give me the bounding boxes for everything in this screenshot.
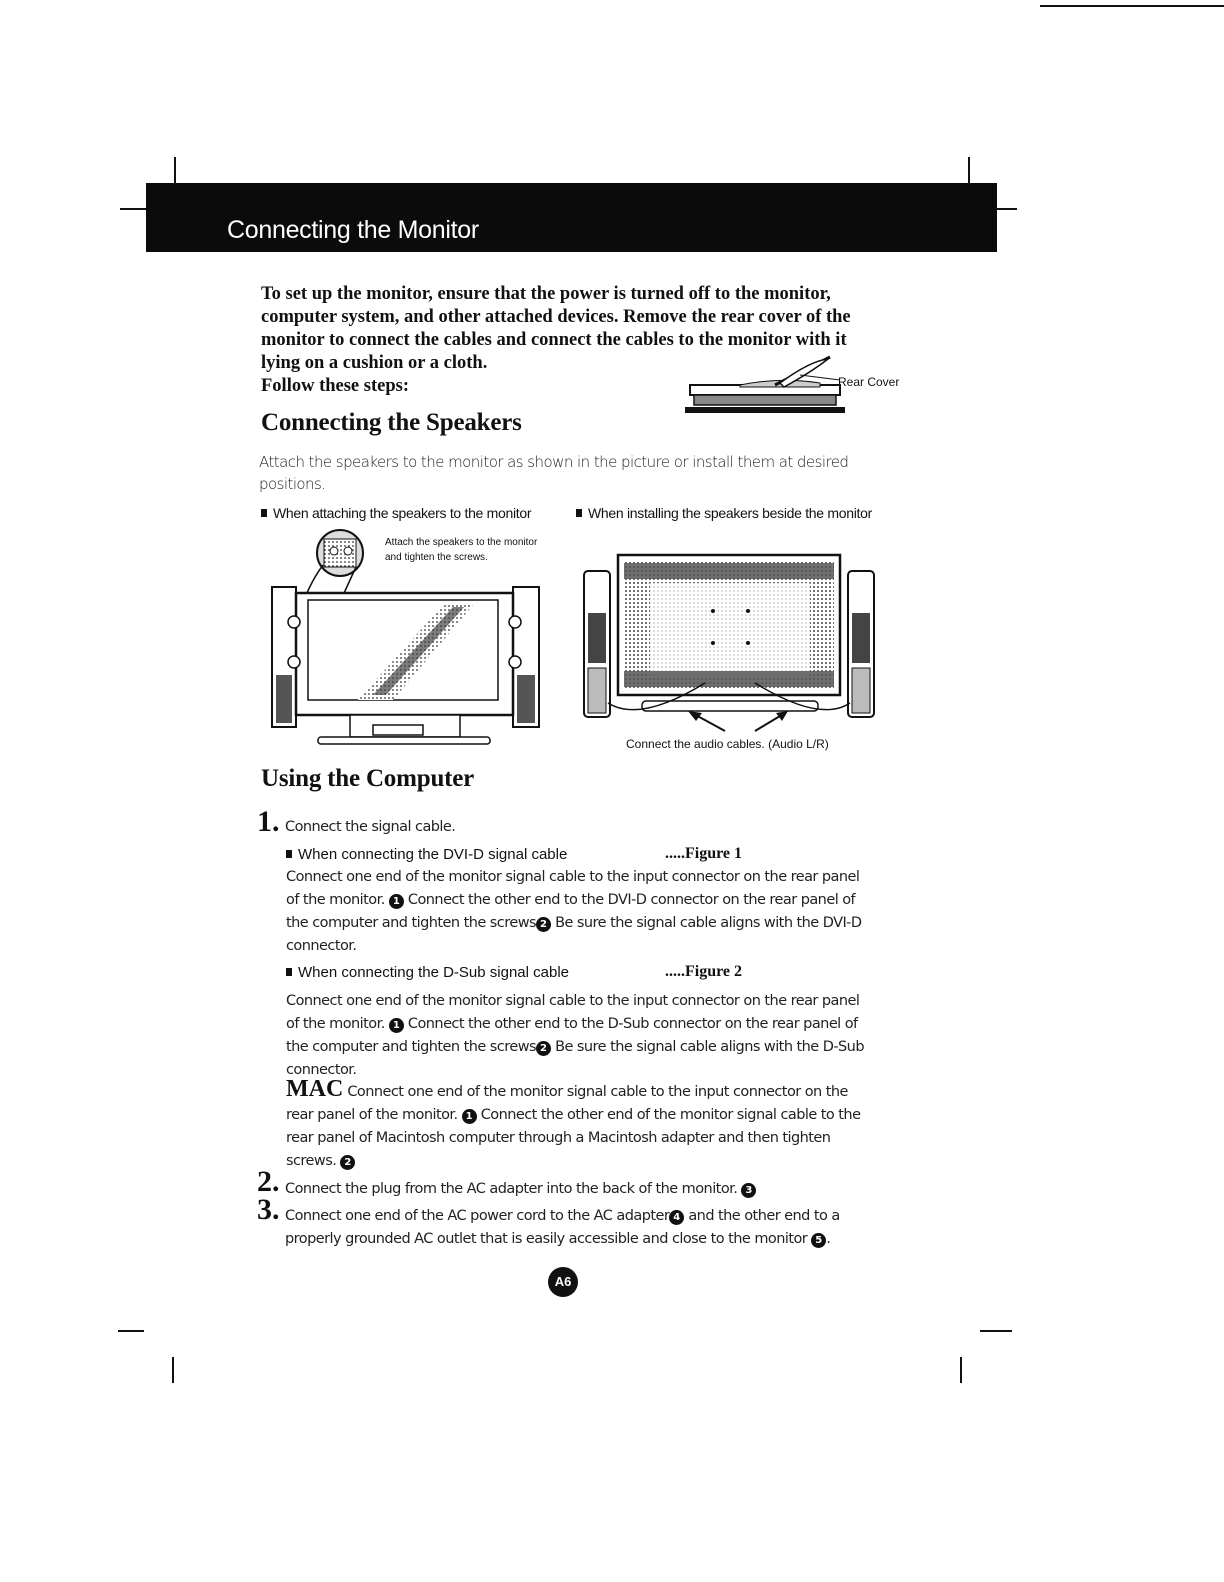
marker-5-icon: 5 — [811, 1233, 826, 1248]
marker-2-icon: 2 — [536, 917, 551, 932]
attach-callout-line2: and tighten the screws. — [385, 552, 488, 563]
crop-mark — [172, 1357, 174, 1383]
section-header-bar — [146, 183, 997, 252]
step-3-number: 3. — [257, 1193, 280, 1226]
audio-cables-caption: Connect the audio cables. (Audio L/R) — [626, 737, 829, 751]
speakers-description: Attach the speakers to the monitor as shown in the picture or install them at desired positions. — [259, 453, 849, 493]
computer-heading: Using the Computer — [261, 765, 475, 792]
step-3-text-b: and the other end to a properly grounded AC outlet that is easily accessible and close to the monitor — [285, 1208, 840, 1247]
mac-instructions — [286, 1078, 866, 1173]
figure-1-reference: .....Figure 1 — [665, 845, 743, 862]
dvi-heading-label: When connecting the DVI-D signal cable — [298, 846, 568, 863]
figure-2-reference: .....Figure 2 — [665, 963, 743, 980]
step-1-number: 1. — [257, 805, 280, 838]
crop-mark — [118, 1330, 144, 1332]
bullet-icon — [261, 509, 267, 517]
bullet-icon — [286, 850, 292, 858]
step-2-number: 2. — [257, 1165, 280, 1198]
dvi-text-2: Connect the other end to the DVI-D connector on the rear panel of the computer and tighten the screws — [286, 892, 856, 931]
beside-speakers-heading — [576, 505, 872, 521]
dsub-text-2: Connect the other end to the D-Sub connector on the rear panel of the computer and tighten the screws — [286, 1016, 858, 1055]
speakers-beside-figure — [580, 553, 880, 735]
marker-3-icon: 3 — [741, 1183, 756, 1198]
rear-cover-illustration — [680, 355, 850, 420]
marker-2-icon: 2 — [340, 1155, 355, 1170]
crop-mark — [997, 208, 1017, 210]
marker-2-icon: 2 — [536, 1041, 551, 1056]
beside-speakers-label: When installing the speakers beside the monitor — [588, 505, 872, 521]
bullet-icon — [576, 509, 582, 517]
dsub-heading — [286, 964, 569, 981]
attach-speakers-label: When attaching the speakers to the monitor — [273, 505, 532, 521]
step-2-instructions — [285, 1178, 865, 1201]
dsub-text-1: Connect one end of the monitor signal cable to the input connector on the rear panel of the monitor. — [286, 993, 860, 1032]
crop-mark — [960, 1357, 962, 1383]
attach-speakers-heading — [261, 505, 531, 521]
intro-text: To set up the monitor, ensure that the power is turned off to the monitor, computer system, and other attached devices. Remove the rear cover of the monitor to connect the cables and connect the cables to the monitor with it lying on a cushion or a cloth. — [261, 284, 851, 373]
follow-steps-text: Follow these steps: — [261, 376, 409, 396]
mac-text-1: Connect one end of the monitor signal cable to the input connector on the rear panel of the monitor. — [286, 1084, 848, 1123]
rear-cover-label: Rear Cover — [838, 375, 900, 389]
marker-1-icon: 1 — [389, 1018, 404, 1033]
marker-1-icon: 1 — [389, 894, 404, 909]
dvi-instructions — [286, 866, 866, 958]
crop-mark — [1040, 5, 1224, 7]
mac-label: MAC — [286, 1076, 344, 1102]
marker-4-icon: 4 — [669, 1210, 684, 1225]
crop-mark — [174, 157, 176, 183]
crop-mark — [968, 157, 970, 183]
step-3-text-c: . — [826, 1231, 831, 1247]
step-2-text: Connect the plug from the AC adapter into the back of the monitor. — [285, 1181, 738, 1197]
step-3-instructions — [285, 1205, 860, 1251]
dsub-instructions — [286, 990, 866, 1082]
dvi-text-1: Connect one end of the monitor signal cable to the input connector on the rear panel of the monitor. — [286, 869, 860, 908]
speakers-heading: Connecting the Speakers — [261, 409, 522, 436]
attach-callout-line1: Attach the speakers to the monitor — [385, 537, 538, 548]
mac-text-2: Connect the other end of the monitor signal cable to the rear panel of Macintosh computer through a Macintosh adapter and then tighten screws. — [286, 1107, 861, 1169]
step-1-text: Connect the signal cable. — [285, 819, 456, 835]
marker-1-icon: 1 — [462, 1109, 477, 1124]
page-number-badge: A6 — [548, 1267, 578, 1297]
dsub-text-3: Be sure the signal cable aligns with the D-Sub connector. — [286, 1039, 864, 1078]
dvi-text-3: Be sure the signal cable aligns with the DVI-D connector. — [286, 915, 862, 954]
crop-mark — [120, 208, 146, 210]
step-3-text-a: Connect one end of the AC power cord to the AC adapter — [285, 1208, 670, 1224]
crop-mark — [980, 1330, 1012, 1332]
bullet-icon — [286, 968, 292, 976]
dvi-heading — [286, 846, 567, 863]
dsub-heading-label: When connecting the D-Sub signal cable — [298, 964, 569, 981]
page-title: Connecting the Monitor — [227, 216, 479, 244]
